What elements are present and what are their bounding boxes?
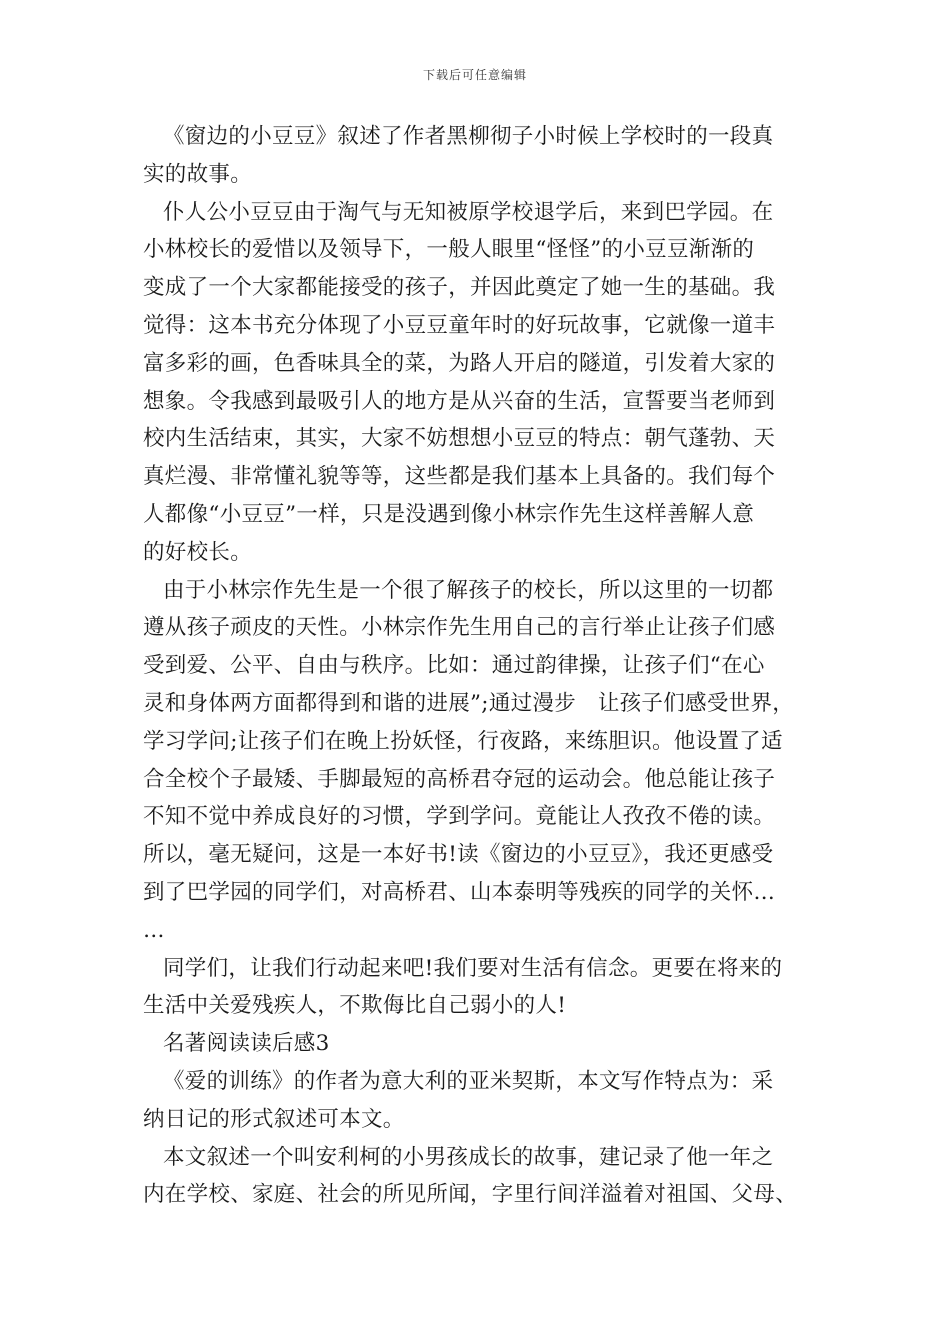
page-header-note: 下载后可任意编辑 [422, 68, 527, 82]
text-line: 灵和身体两方面都得到和谐的进展”;通过漫步 让孩子们感受世界， [143, 690, 795, 716]
text-line: 小林校长的爱惜以及领导下，一般人眼里“怪怪”的小豆豆渐渐的 [143, 237, 755, 263]
text-line: 真烂漫、非常懂礼貌等等，这些都是我们基本上具备的。我们每个 [143, 464, 776, 490]
text-line: 学习学问;让孩子们在晚上扮妖怪，行夜路，来练胆识。他设置了适 [143, 728, 783, 754]
text-line: 人都像“小豆豆”一样，只是没遇到像小林宗作先生这样善解人意 [143, 501, 755, 527]
text-line: 生活中关爱残疾人，不欺侮比自己弱小的人! [143, 993, 567, 1019]
text-line: 觉得：这本书充分体现了小豆豆童年时的好玩故事，它就像一道丰 [143, 312, 776, 338]
text-line: 校内生活结束，其实，大家不妨想想小豆豆的特点：朝气蓬勃、天 [143, 426, 776, 452]
text-line: 《爱的训练》的作者为意大利的亚米契斯，本文写作特点为：采 [163, 1068, 774, 1094]
text-line: 受到爱、公平、自由与秩序。比如：通过韵律操，让孩子们“在心 [143, 653, 765, 679]
text-line: 实的故事。 [143, 161, 253, 187]
text-line: 所以，毫无疑问，这是一本好书!读《窗边的小豆豆》，我还更感受 [143, 842, 774, 868]
text-line: … [143, 917, 165, 943]
text-line: 合全校个子最矮、手脚最短的高桥君夺冠的运动会。他总能让孩子 [143, 766, 776, 792]
text-line: 内在学校、家庭、社会的所见所闻，字里行间洋溢着对祖国、父母、 [143, 1182, 798, 1208]
text-line: 变成了一个大家都能接受的孩子，并因此奠定了她一生的基础。我 [143, 275, 776, 301]
text-line: 想象。令我感到最吸引人的地方是从兴奋的生活，宣誓要当老师到 [143, 388, 776, 414]
text-line: 同学们，让我们行动起来吧!我们要对生活有信念。更要在将来的 [163, 955, 783, 981]
text-line: 纳日记的形式叙述可本文。 [143, 1106, 405, 1132]
text-line: 到了巴学园的同学们，对高桥君、山本泰明等残疾的同学的关怀… [143, 879, 776, 905]
text-line: 仆人公小豆豆由于淘气与无知被原学校退学后，来到巴学园。在 [163, 199, 774, 225]
text-line: 不知不觉中养成良好的习惯，学到学问。竟能让人孜孜不倦的读。 [143, 804, 776, 830]
section-heading: 名著阅读读后感3 [163, 1031, 330, 1057]
text-line: 本文叙述一个叫安利柯的小男孩成长的故事，建记录了他一年之 [163, 1144, 774, 1170]
text-line: 《窗边的小豆豆》叙述了作者黑柳彻子小时候上学校时的一段真 [163, 124, 774, 149]
text-line: 的好校长。 [143, 539, 253, 565]
text-line: 遵从孩子顽皮的天性。小林宗作先生用自己的言行举止让孩子们感 [143, 615, 776, 641]
text-line: 由于小林宗作先生是一个很了解孩子的校长，所以这里的一切都 [163, 577, 774, 603]
document-body [143, 118, 813, 1214]
text-line: 富多彩的画，色香味具全的菜，为路人开启的隧道，引发着大家的 [143, 350, 776, 376]
